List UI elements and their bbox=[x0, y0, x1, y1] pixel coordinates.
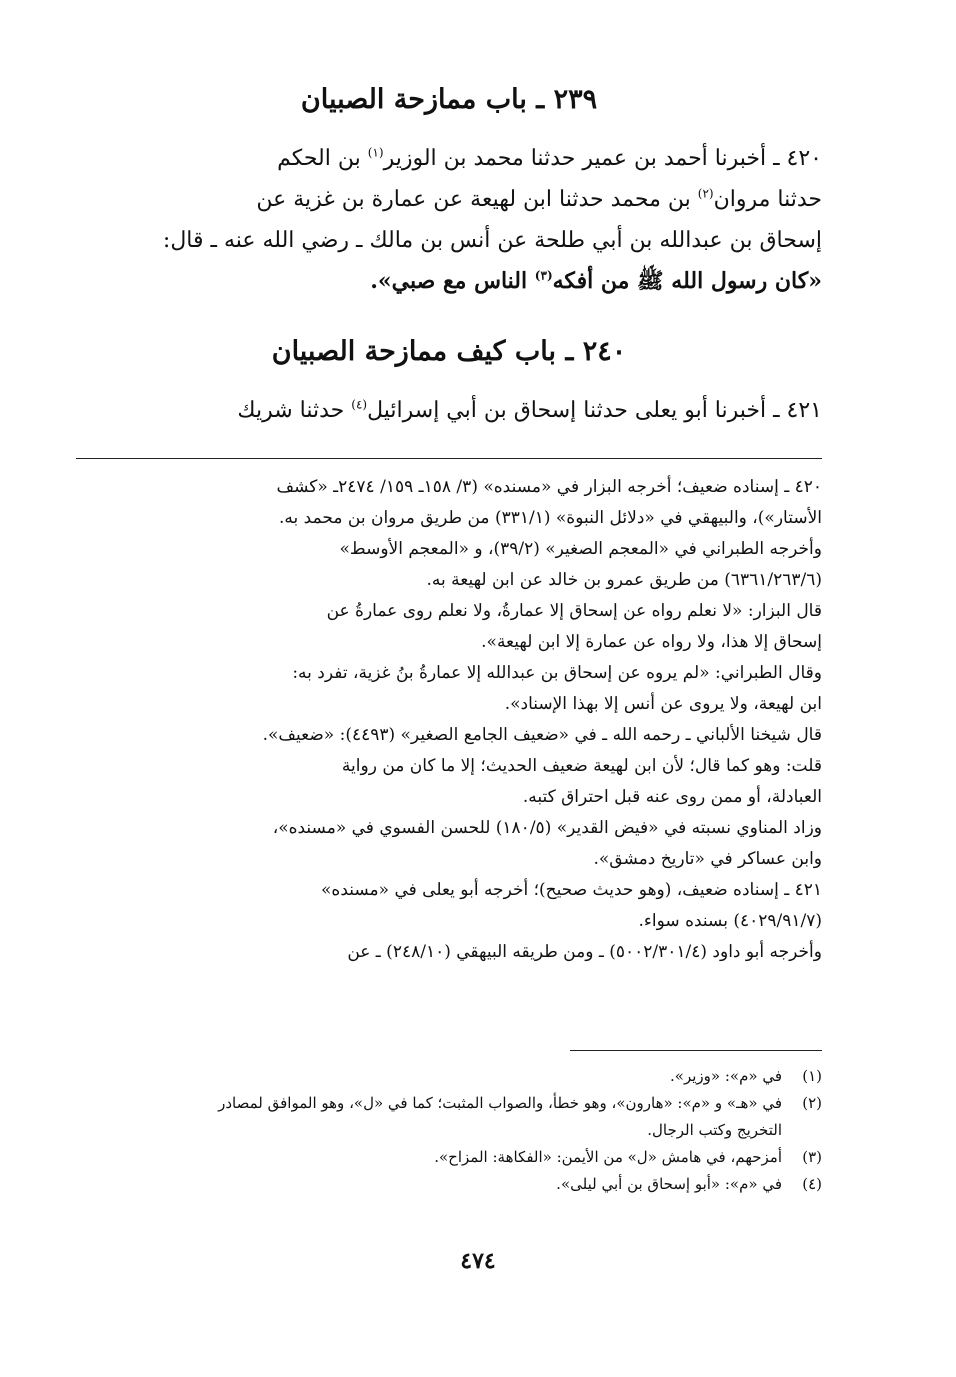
note-line: إسحاق إلا هذا، ولا رواه عن عمارة إلا ابن لهيعة». bbox=[481, 632, 822, 652]
note-line: وقال الطبراني: «لم يروه عن إسحاق بن عبدالله إلا عمارةُ بنُ غزية، تفرد به: bbox=[292, 663, 822, 683]
note-line: وزاد المناوي نسبته في «فيض القدير» (١٨٠/٥) للحسن الفسوي في «مسنده»، bbox=[272, 818, 822, 838]
chapter-heading-239: ٢٣٩ ـ باب ممازحة الصبيان bbox=[300, 84, 598, 115]
note-line: (٤٠٢٩/٩١/٧) بسنده سواء. bbox=[638, 911, 822, 931]
footnote-number: (٤) bbox=[802, 1175, 822, 1193]
note-line: قلت: وهو كما قال؛ لأن ابن لهيعة ضعيف الحديث؛ إلا ما كان من رواية bbox=[341, 756, 822, 776]
page-number: ٤٧٤ bbox=[460, 1248, 496, 1274]
hadith-420-text bbox=[76, 138, 822, 302]
note-line: ٤٢٠ ـ إسناده ضعيف؛ أخرجه البزار في «مسنده» (٣/ ١٥٨ـ ١٥٩/ ٢٤٧٤ـ «كشف bbox=[276, 477, 822, 497]
footnote-ref-2[interactable]: (٢) bbox=[697, 186, 714, 201]
footnote-text: التخريج وكتب الرجال. bbox=[647, 1121, 782, 1139]
footnote-number: (١) bbox=[802, 1067, 822, 1085]
hadith-421-text bbox=[76, 390, 822, 431]
hadith-420-line-2: حدثنا مروان$^{(٢)}$ بن محمد حدثنا ابن لهيعة عن عمارة بن غزية عن bbox=[256, 186, 822, 212]
note-line: ٤٢١ ـ إسناده ضعيف، (وهو حديث صحيح)؛ أخرجه أبو يعلى في «مسنده» bbox=[321, 880, 822, 900]
footnote-2-cont bbox=[76, 1117, 822, 1144]
footnote-number: (٣) bbox=[802, 1148, 822, 1166]
footnote-text: في «هـ» و «م»: «هارون»، وهو خطأ، والصواب المثبت؛ كما في «ل»، وهو الموافق لمصادر bbox=[218, 1094, 782, 1112]
note-line: وابن عساكر في «تاريخ دمشق». bbox=[593, 849, 822, 869]
footnote-text: في «م»: «وزير». bbox=[670, 1067, 782, 1085]
hadith-420-line-1: ٤٢٠ ـ أخبرنا أحمد بن عمير حدثنا محمد بن الوزير$^{(١)}$ بن الحكم bbox=[277, 145, 822, 171]
hadith-420-line-4: «كان رسول الله ﷺ من أفكه$^{(٣)}$ الناس مع صبي». bbox=[370, 268, 822, 294]
footnote-separator bbox=[570, 1050, 822, 1051]
hadith-421-line-1: ٤٢١ ـ أخبرنا أبو يعلى حدثنا إسحاق بن أبي إسرائيل$^{(٤)}$ حدثنا شريك bbox=[237, 397, 822, 423]
footnote-4 bbox=[76, 1171, 822, 1198]
takhrij-notes bbox=[76, 472, 822, 968]
note-line: وأخرجه أبو داود (٥٠٠٢/٣٠١/٤) ـ ومن طريقه البيهقي (٢٤٨/١٠) ـ عن bbox=[347, 942, 822, 962]
footnote-text: في «م»: «أبو إسحاق بن أبي ليلى». bbox=[556, 1175, 782, 1193]
footnote-1 bbox=[76, 1063, 822, 1090]
hadith-420-line-3: إسحاق بن عبدالله بن أبي طلحة عن أنس بن مالك ـ رضي الله عنه ـ قال: bbox=[162, 228, 822, 253]
note-line: وأخرجه الطبراني في «المعجم الصغير» (٣٩/٢)، و «المعجم الأوسط» bbox=[339, 539, 822, 559]
note-line: ابن لهيعة، ولا يروى عن أنس إلا بهذا الإسناد». bbox=[504, 694, 822, 714]
footnote-2 bbox=[76, 1090, 822, 1117]
footnote-text: أمزحهم، في هامش «ل» من الأيمن: «الفكاهة: المزاح». bbox=[434, 1148, 782, 1166]
note-line: قال البزار: «لا نعلم رواه عن إسحاق إلا عمارةُ، ولا نعلم روى عمارةُ عن bbox=[326, 601, 822, 621]
note-line: قال شيخنا الألباني ـ رحمه الله ـ في «ضعيف الجامع الصغير» (٤٤٩٣): «ضعيف». bbox=[262, 725, 822, 745]
chapter-heading-240: ٢٤٠ ـ باب كيف ممازحة الصبيان bbox=[271, 336, 627, 367]
footnote-number: (٢) bbox=[802, 1094, 822, 1112]
note-line: الأستار»)، والبيهقي في «دلائل النبوة» (٣٣١/١) من طريق مروان بن محمد به. bbox=[279, 508, 822, 528]
footnote-ref-3[interactable]: (٣) bbox=[534, 268, 553, 283]
note-line: (٦٣٦١/٢٦٣/٦) من طريق عمرو بن خالد عن ابن لهيعة به. bbox=[426, 570, 822, 590]
footnote-3 bbox=[76, 1144, 822, 1171]
footnote-ref-4[interactable]: (٤) bbox=[351, 397, 368, 412]
footnotes bbox=[76, 1063, 822, 1198]
note-line: العبادلة، أو ممن روى عنه قبل احتراق كتبه. bbox=[522, 787, 822, 807]
footnote-ref-1[interactable]: (١) bbox=[367, 145, 384, 160]
separator-line bbox=[76, 458, 822, 459]
